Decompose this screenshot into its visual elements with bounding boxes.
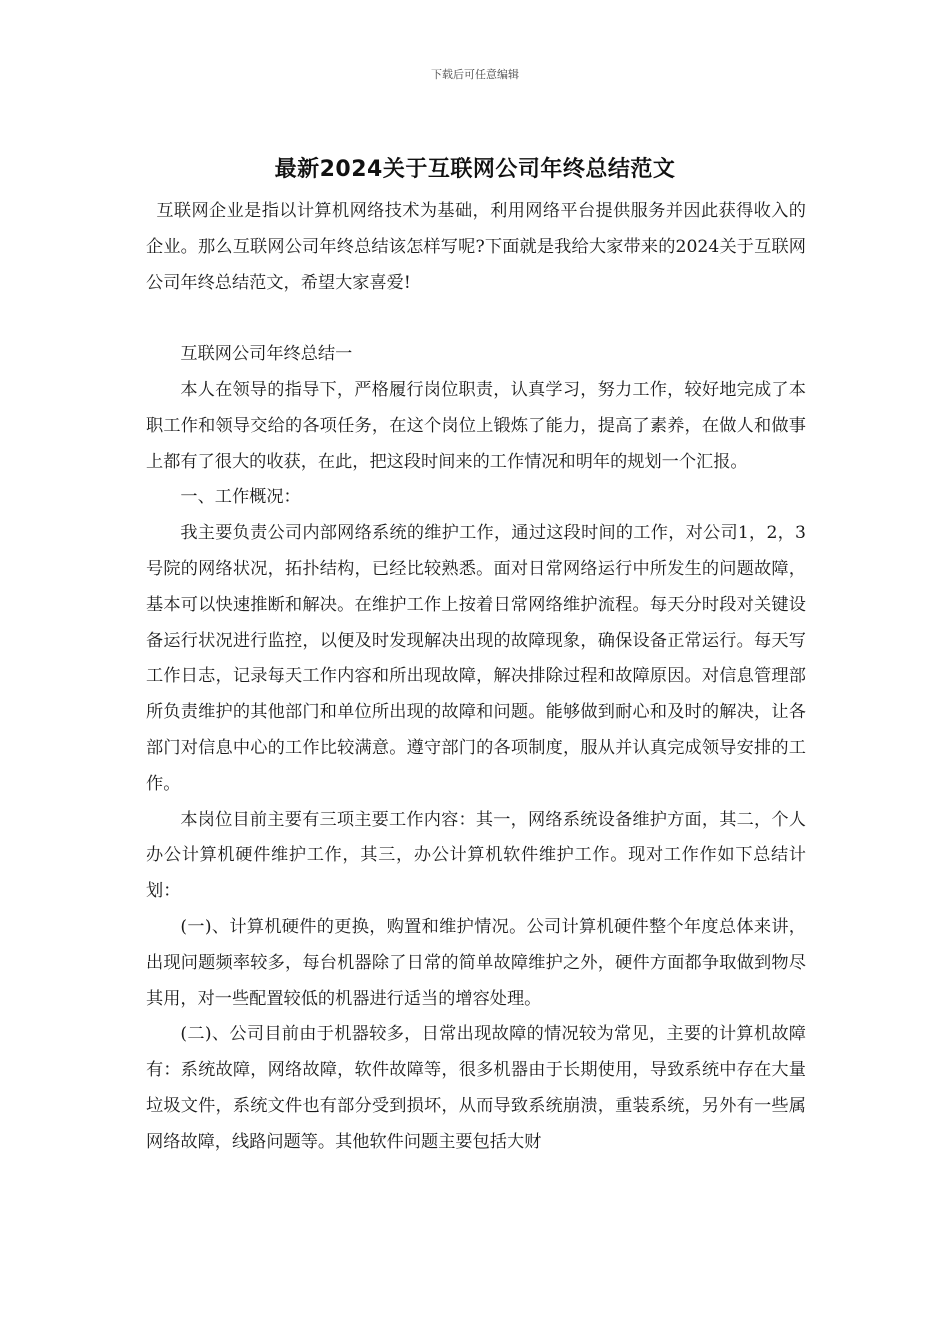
body-paragraph: (二)、公司目前由于机器较多，日常出现故障的情况较为常见，主要的计算机故障有：系统故障，网络故障，软件故障等，很多机器由于长期使用，导致系统中存在大量垃圾文件，系统文件也有部分受到损坏，从而导致系统崩溃，重装系统，另外有一些属网络故障，线路问题等。其他软件问题主要包括大财 [146, 1024, 806, 1152]
body-paragraph: 本人在领导的指导下，严格履行岗位职责，认真学习，努力工作，较好地完成了本职工作和领导交给的各项任务，在这个岗位上锻炼了能力，提高了素养，在做人和做事上都有了很大的收获，在此，把这段时间来的工作情况和明年的规划一个汇报。 [146, 379, 806, 472]
paragraph-spacer [146, 301, 806, 337]
intro-paragraph: 互联网企业是指以计算机网络技术为基础，利用网络平台提供服务并因此获得收入的企业。那么互联网公司年终总结该怎样写呢?下面就是我给大家带来的2024关于互联网公司年终总结范文，希望大家喜爱! [146, 201, 806, 293]
subsection-heading: 一、工作概况： [180, 487, 301, 508]
body-paragraph: 本岗位目前主要有三项主要工作内容：其一，网络系统设备维护方面，其二，个人办公计算机硬件维护工作，其三，办公计算机软件维护工作。现对工作作如下总结计划： [146, 809, 806, 902]
header-note: 下载后可任意编辑 [431, 68, 519, 81]
document-body [146, 194, 806, 1161]
body-paragraph: (一)、计算机硬件的更换，购置和维护情况。公司计算机硬件整个年度总体来讲，出现问题频率较多，每台机器除了日常的简单故障维护之外，硬件方面都争取做到物尽其用，对一些配置较低的机器进行适当的增容处理。 [146, 916, 806, 1009]
body-paragraph: 我主要负责公司内部网络系统的维护工作，通过这段时间的工作，对公司1，2，3号院的网络状况，拓扑结构，已经比较熟悉。面对日常网络运行中所发生的问题故障，基本可以快速推断和解决。在维护工作上按着日常网络维护流程。每天分时段对关键设备运行状况进行监控，以便及时发现解决出现的故障现象，确保设备正常运行。每天写工作日志，记录每天工作内容和所出现故障，解决排除过程和故障原因。对信息管理部所负责维护的其他部门和单位所出现的故障和问题。能够做到耐心和及时的解决，让各部门对信息中心的工作比较满意。遵守部门的各项制度，服从并认真完成领导安排的工作。 [146, 523, 806, 794]
document-title: 最新2024关于互联网公司年终总结范文 [274, 157, 676, 182]
section-heading: 互联网公司年终总结一 [180, 344, 353, 365]
